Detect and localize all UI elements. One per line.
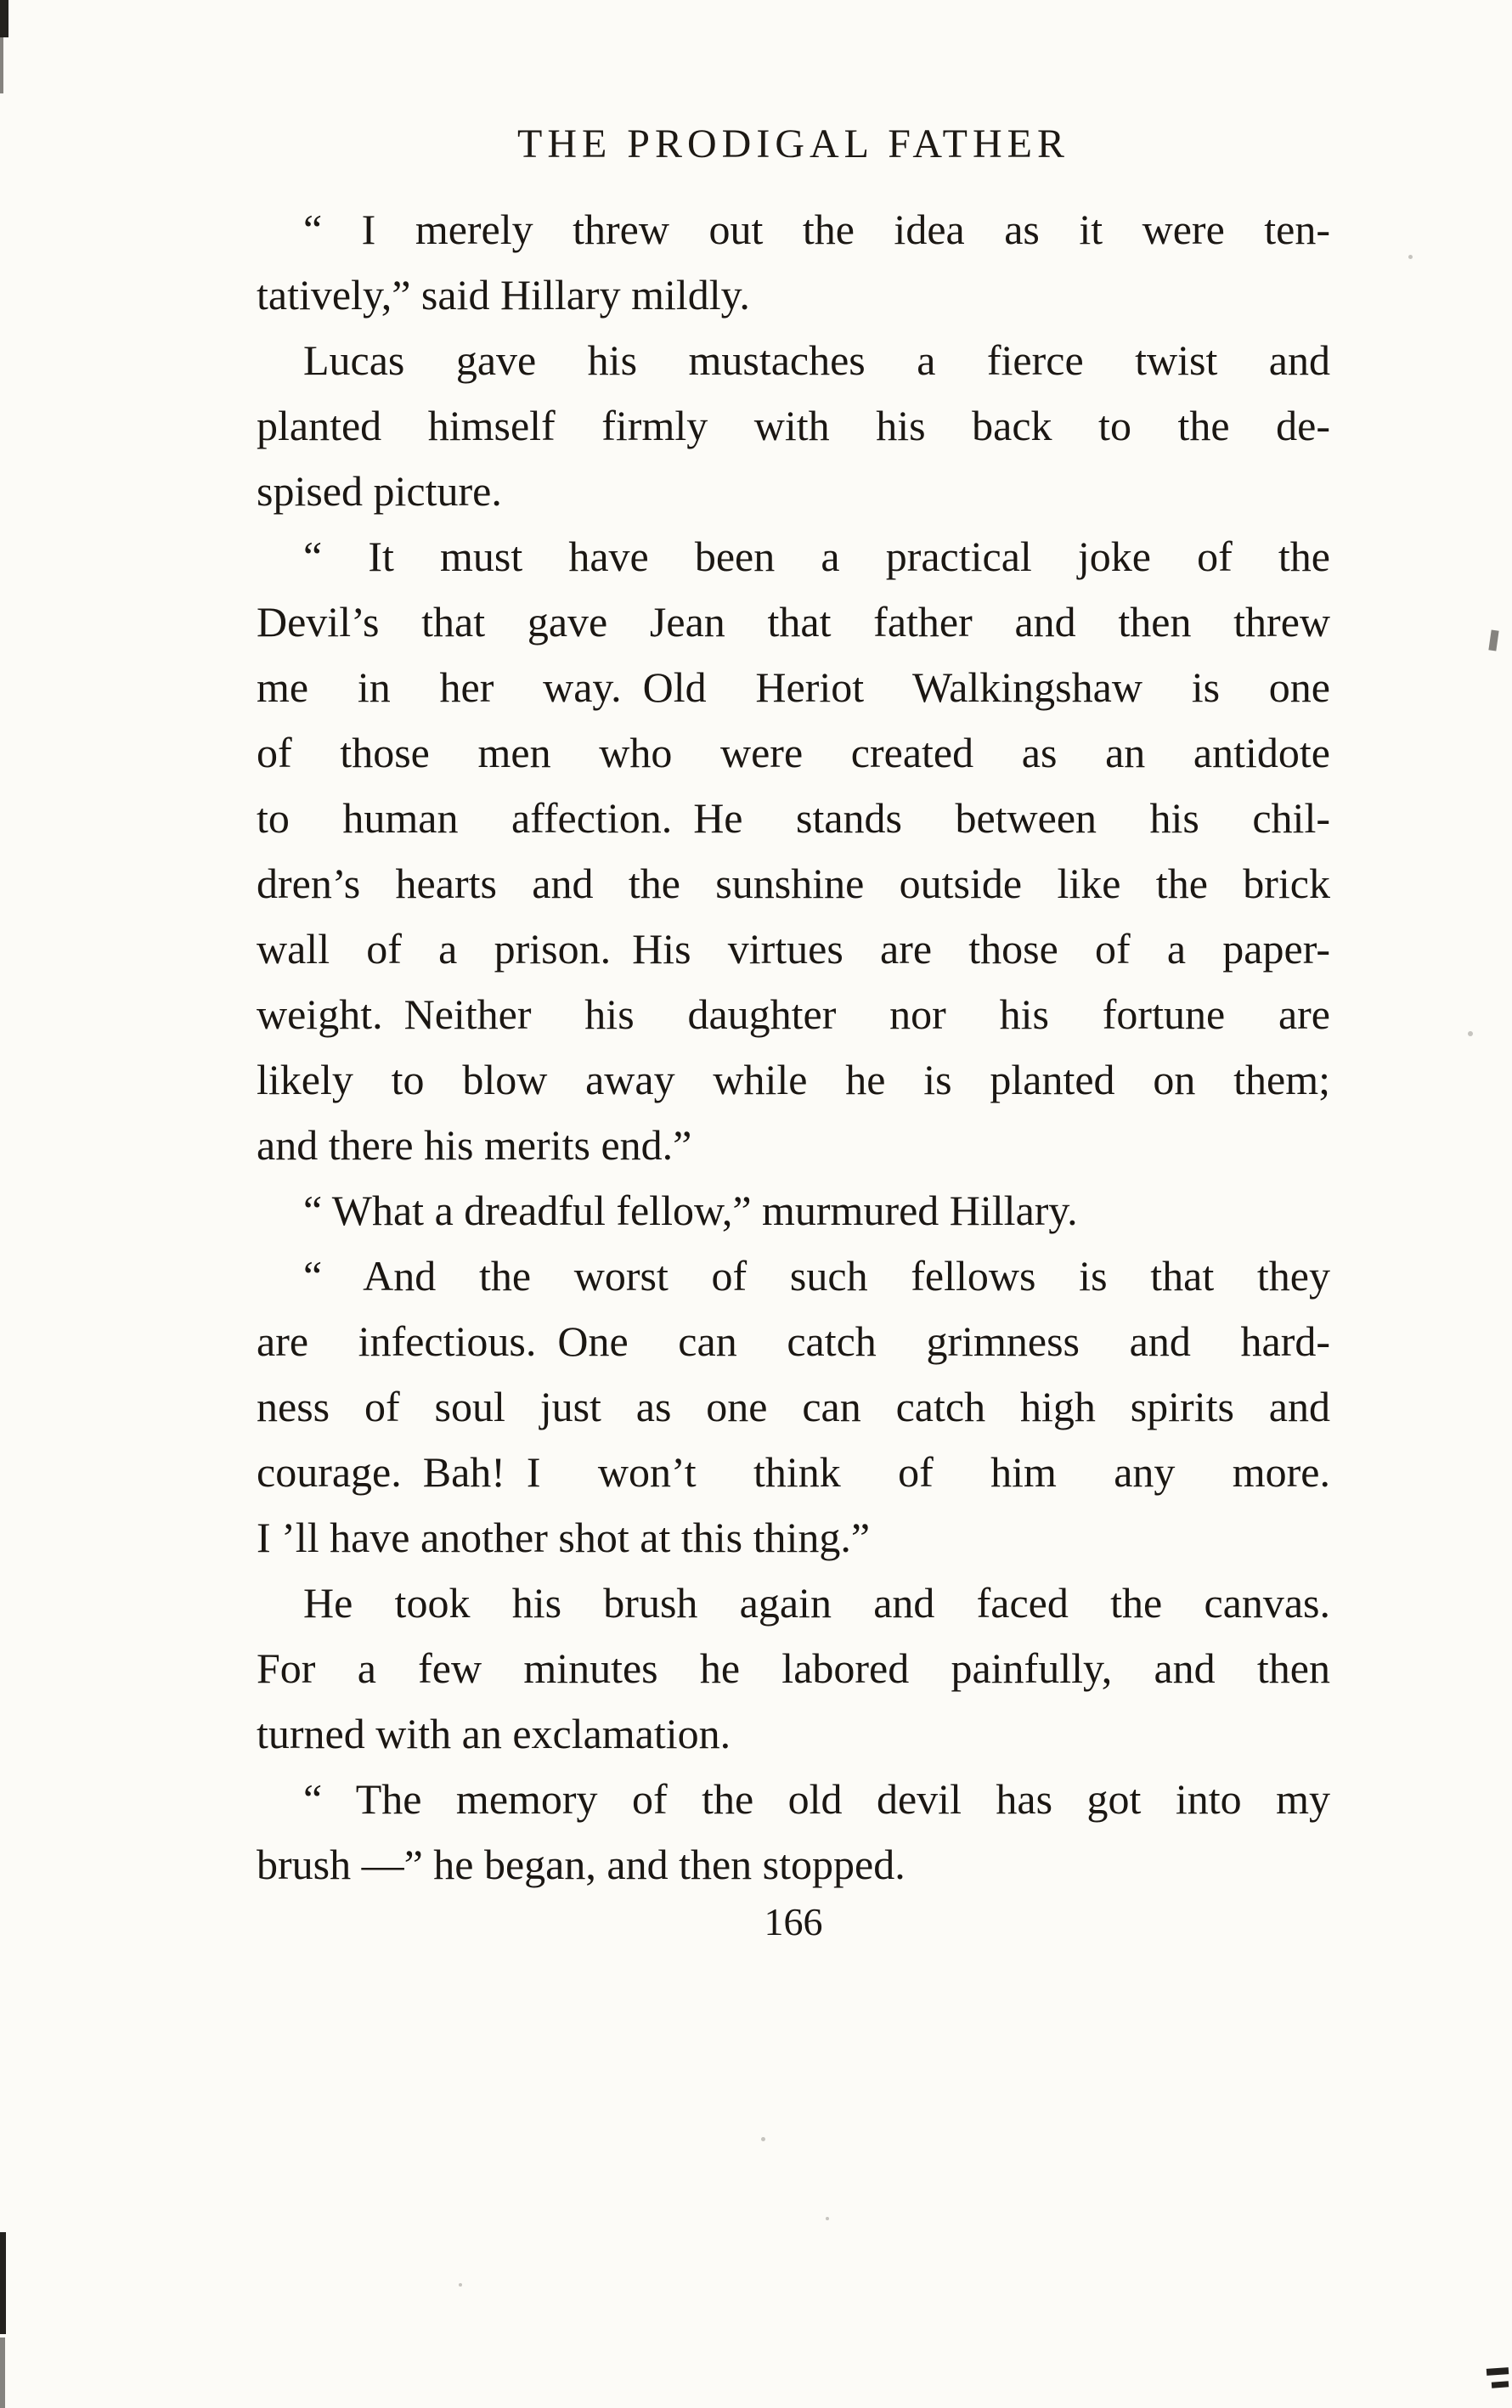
scan-mark-right-middle [1488,629,1498,651]
scan-dot [826,2217,829,2220]
text-block [257,197,1330,1898]
scan-mark-bottom-right-2 [1492,2381,1509,2388]
scan-dot [1468,1031,1473,1036]
text-line: likely to blow away while he is planted on them; [257,1056,1330,1103]
text-line: to human affection. He stands between his chil- [257,794,1330,842]
scan-dot [459,2283,462,2287]
scan-mark-top-left-smudge [0,34,3,93]
text-line: “ It must have been a practical joke of the [303,533,1330,580]
text-line: He took his brush again and faced the canvas. [303,1579,1330,1627]
scan-mark-top-left-edge [0,0,8,37]
text-line: “ The memory of the old devil has got into my [303,1775,1330,1823]
text-line: spised picture. [257,467,502,515]
text-line: weight. Neither his daughter nor his fortune are [257,990,1330,1038]
text-line: wall of a prison. His virtues are those of a paper- [257,925,1330,973]
page-title: THE PRODIGAL FATHER [517,121,1069,166]
text-line: For a few minutes he labored painfully, and then [257,1644,1330,1692]
text-line: planted himself firmly with his back to the de- [257,402,1330,449]
text-line: dren’s hearts and the sunshine outside like the brick [257,860,1330,907]
scan-dot [1408,255,1413,259]
text-line: tatively,” said Hillary mildly. [257,271,750,319]
text-line: ness of soul just as one can catch high spirits and [257,1383,1330,1430]
text-line: brush —” he began, and then stopped. [257,1841,906,1888]
page-number: 166 [764,1900,823,1943]
scan-mark-bottom-left-edge [0,2232,6,2334]
scan-mark-bottom-right-1 [1487,2367,1509,2376]
text-line: me in her way. Old Heriot Walkingshaw is one [257,663,1330,711]
text-line: turned with an exclamation. [257,1710,731,1757]
text-line: I ’ll have another shot at this thing.” [257,1514,871,1561]
scan-mark-bottom-left-edge-2 [0,2338,5,2408]
text-line: “ And the worst of such fellows is that they [303,1252,1330,1300]
text-line: Lucas gave his mustaches a fierce twist and [303,336,1330,384]
text-line: “ I merely threw out the idea as it were ten- [303,206,1330,253]
text-line: of those men who were created as an antidote [257,729,1330,776]
text-line: “ What a dreadful fellow,” murmured Hillary. [303,1187,1078,1234]
text-line: courage. Bah! I won’t think of him any more. [257,1448,1330,1496]
text-line: and there his merits end.” [257,1121,692,1169]
text-line: are infectious. One can catch grimness and hard- [257,1317,1330,1365]
text-line: Devil’s that gave Jean that father and then threw [257,598,1330,646]
scan-dot [761,2137,765,2141]
